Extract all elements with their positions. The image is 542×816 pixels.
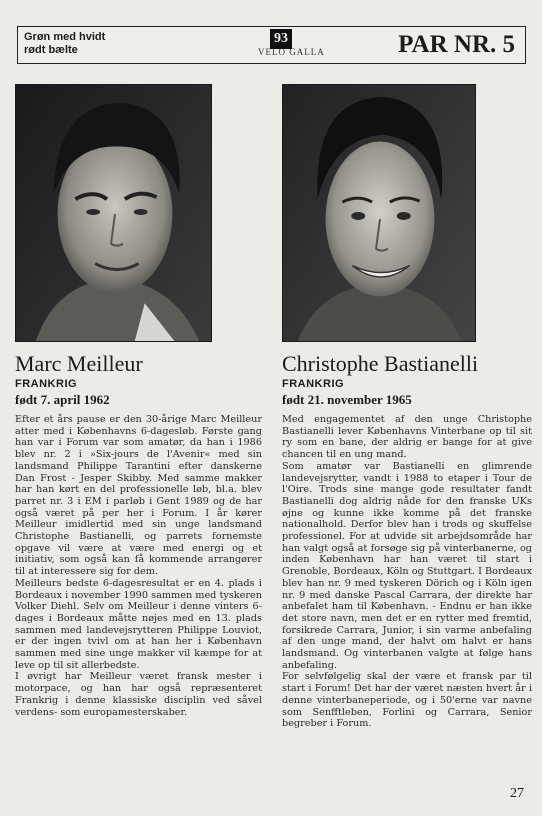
portrait-image-icon bbox=[16, 85, 211, 341]
rider-column-left bbox=[15, 351, 262, 718]
rider-name: Christophe Bastianelli bbox=[282, 351, 479, 376]
bio-paragraph: Med engagementet af den unge Christophe Bastianelli lever Københavns Vinterbane op til sit ry som en bane, der aldrig er bange for at give chancen til en ung mand. bbox=[282, 414, 532, 461]
rider-name: Marc Meilleur bbox=[15, 351, 143, 376]
page-number: 27 bbox=[510, 786, 524, 801]
pair-number-title: PAR NR. 5 bbox=[398, 31, 515, 58]
bio-paragraph: Som amatør var Bastianelli en glimrende landevejsrytter, vandt i 1988 to etaper i Tour de l'Oire. Trods sine mange gode resultater fandt Bastianelli dog aldrig nåde for den franske UKs øjne og kunne ikke komme på det franske nationalhold. Derfor blev han i trods og skuffelse professionel. For at udvide sit arbejdsområde har han valgt også at forsøge sig på vinterbanerne, og inden København har han været til start i Grenoble, Bordeaux, Köln og Stuttgart. I Bordeaux blev han nr. 9 med tyskeren Dörich og i Köln igen nr. 9 med danske Pascal Carrara, der direkte har anbefalet ham til København. - Endnu er han ikke det store navn, men det er en rytter med fremtid, forsikrede Carrara, Junior, i sin varme anbefaling af den unge mand, der halvt om halvt er hans landsmand. Og vinterbanen valgte at følge hans anbefaling. bbox=[282, 460, 532, 671]
bio-paragraph: Efter et års pause er den 30-årige Marc Meilleur atter med i Københavns 6-dagesløb. Første gang han var i Forum var som amatør, da han i 1986 blev nr. 2 i »Six-jours de l'Avenir« med sin landsmand Philippe Tarantini efter danskerne Dan Frost - Jesper Skibby. Med samme makker har han kørt en del professionelle løb, bl.a. blev parret nr. 3 i EM i parløb i Gent 1989 og de har også været på per her i Forum. I år kører Meilleur imidlertid med sin unge landsmand Christophe Bastianelli, og parrets fornemste opgave vil være at være med energi og et initiativ, som også kan få kommende arrangører til at interessere sig for dem. bbox=[15, 414, 262, 578]
rider-biography bbox=[282, 414, 532, 730]
velo-galla-logo bbox=[254, 28, 326, 62]
jersey-description: Grøn med hvidt rødt bælte bbox=[24, 31, 106, 56]
rider-birthdate: født 21. november 1965 bbox=[282, 392, 412, 407]
rider-nationality: FRANKRIG bbox=[15, 378, 78, 390]
rider-birthdate: født 7. april 1962 bbox=[15, 392, 110, 407]
rider-column-right bbox=[282, 351, 532, 730]
rider-photo-christophe-bastianelli bbox=[282, 84, 476, 342]
bio-paragraph: Meilleurs bedste 6-dagesresultat er en 4. plads i Bordeaux i november 1990 sammen med tyskeren Volker Diehl. Selv om Meilleur i denne vinters 6-dages i Bordeaux måtte nøjes med en 13. plads sammen med landevejsrytteren Philippe Louviot, er der ingen tvivl om at han her i København sammen med sine unge makker vil kæmpe for at leve op til sit allerbedste. bbox=[15, 577, 263, 671]
page-header bbox=[17, 26, 526, 64]
rider-biography bbox=[15, 414, 262, 718]
portrait-image-icon bbox=[283, 85, 475, 341]
rider-photo-marc-meilleur bbox=[15, 84, 212, 342]
logo-wordmark: VELO GALLA bbox=[258, 47, 325, 57]
rider-nationality: FRANKRIG bbox=[282, 378, 345, 390]
logo-number: 93 bbox=[270, 29, 292, 49]
bio-paragraph: I øvrigt har Meilleur været fransk mester i motorpace, og han har også repræsenteret Frankrig i denne klassiske disciplin ved såvel verdens- som europamesterskaber. bbox=[15, 671, 262, 718]
bio-paragraph: For selvfølgelig skal der være et fransk par til start i Forum! Det har der været næsten hvert år i denne vinterbaneperiode, og i 50'erne var navne som Senfftleben, Forlini og Carrara, Senior begreber i Forum. bbox=[282, 671, 532, 730]
